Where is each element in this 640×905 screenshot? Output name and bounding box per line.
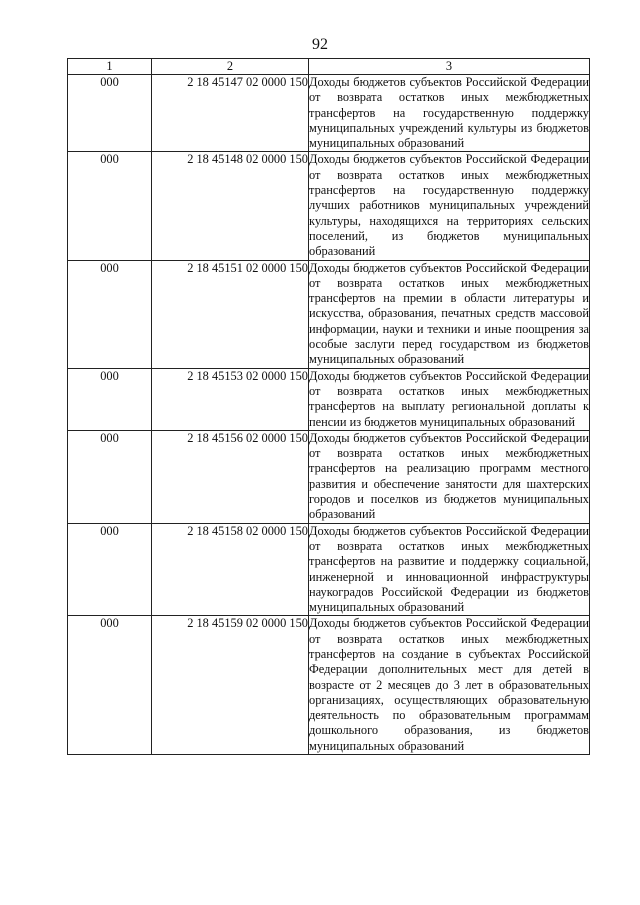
budget-codes-table	[67, 58, 590, 755]
kbk-code-cell: 2 18 45156 02 0000 150	[152, 430, 309, 523]
page-number: 92	[312, 36, 328, 53]
admin-code-cell: 000	[68, 152, 152, 260]
income-name-cell: Доходы бюджетов субъектов Российской Федерации от возврата остатков иных межбюджетных трансфертов на государственную поддержку муниципальных учреждений культуры из бюджетов муниципальных образований	[309, 75, 589, 151]
admin-code-cell: 000	[68, 430, 152, 523]
income-name-cell: Доходы бюджетов субъектов Российской Федерации от возврата остатков иных межбюджетных трансфертов на государственную поддержку лучших работников муниципальных учреждений культуры, находящихся на территориях сельских поселений, из бюджетов муниципальных образований	[309, 152, 589, 259]
column-header-2: 2	[152, 59, 309, 75]
kbk-code-cell: 2 18 45158 02 0000 150	[152, 523, 309, 616]
admin-code-cell: 000	[68, 616, 152, 755]
table-row	[68, 260, 590, 368]
table-row	[68, 75, 590, 152]
admin-code-cell: 000	[68, 523, 152, 616]
income-name-cell: Доходы бюджетов субъектов Российской Федерации от возврата остатков иных межбюджетных трансфертов на выплату региональной доплаты к пенсии из бюджетов муниципальных образований	[309, 368, 589, 429]
income-name-cell: Доходы бюджетов субъектов Российской Федерации от возврата остатков иных межбюджетных трансфертов на премии в области литературы и искусства, образования, печатных средств массовой информации, науки и техники и иные поощрения за особые заслуги перед государством из бюджетов муниципальных образований	[309, 260, 589, 367]
admin-code-cell: 000	[68, 368, 152, 430]
income-name-cell: Доходы бюджетов субъектов Российской Федерации от возврата остатков иных межбюджетных трансфертов на реализацию программ местного развития и обеспечение занятости для шахтерских городов и поселков из бюджетов муниципальных образований	[309, 430, 589, 522]
income-name-cell: Доходы бюджетов субъектов Российской Федерации от возврата остатков иных межбюджетных трансфертов на создание в субъектах Российской Федерации дополнительных мест для детей в возрасте от 2 месяцев до 3 лет в образовательных организациях, осуществляющих образовательную деятельность по образовательным программам дошкольного образования, из бюджетов муниципальных образований	[309, 616, 589, 753]
table-row	[68, 523, 590, 616]
kbk-code-cell: 2 18 45159 02 0000 150	[152, 616, 309, 755]
kbk-code-cell: 2 18 45153 02 0000 150	[152, 368, 309, 430]
column-header-3: 3	[309, 59, 590, 75]
kbk-code-cell: 2 18 45148 02 0000 150	[152, 152, 309, 260]
table-row	[68, 152, 590, 260]
kbk-code-cell: 2 18 45147 02 0000 150	[152, 75, 309, 152]
admin-code-cell: 000	[68, 75, 152, 152]
table-row	[68, 616, 590, 755]
column-header-1: 1	[68, 59, 152, 75]
admin-code-cell: 000	[68, 260, 152, 368]
table-row	[68, 430, 590, 523]
table-header-row	[68, 59, 590, 75]
table-row	[68, 368, 590, 430]
income-name-cell: Доходы бюджетов субъектов Российской Федерации от возврата остатков иных межбюджетных трансфертов на развитие и поддержку социальной, инженерной и инновационной инфраструктуры наукоградов Российской Федерации из бюджетов муниципальных образований	[309, 523, 589, 615]
kbk-code-cell: 2 18 45151 02 0000 150	[152, 260, 309, 368]
